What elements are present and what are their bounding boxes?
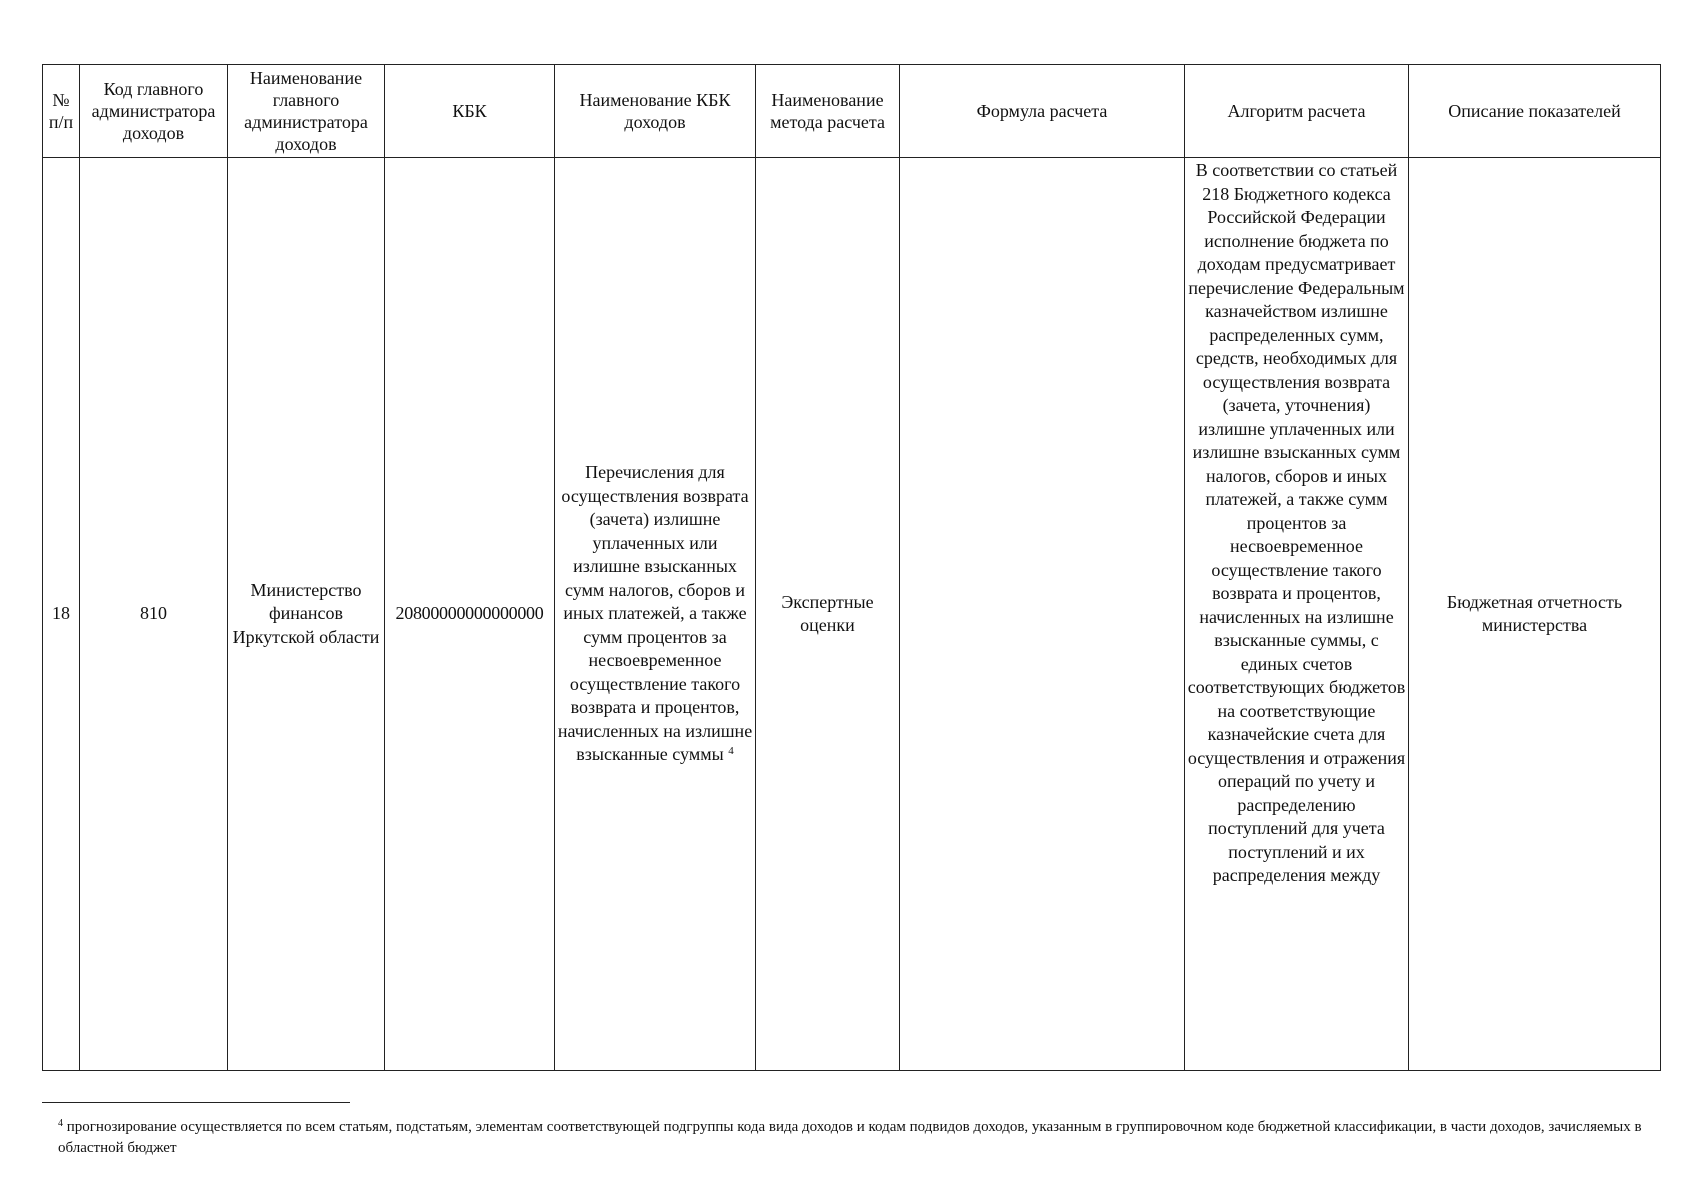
cell-num: 18 xyxy=(43,158,80,1071)
cell-algorithm xyxy=(1185,158,1409,1071)
footnote xyxy=(58,1117,1658,1159)
header-num: № п/п xyxy=(43,65,80,158)
table-header-row xyxy=(43,65,1661,158)
header-admin-code: Код главного администратора доходов xyxy=(80,65,228,158)
header-kbk-name: Наименование КБК доходов xyxy=(555,65,756,158)
cell-kbk-name xyxy=(555,158,756,1071)
footnote-text: прогнозирование осуществляется по всем статьям, подстатьям, элементам соответствующей подгруппы кода вида доходов и кодам подвидов доходов, указанным в группировочном коде бюджетной классификации, в части доходов, зачисляемых в областной бюджет xyxy=(58,1119,1642,1156)
header-admin-name: Наименование главного администратора доходов xyxy=(228,65,385,158)
algorithm-text: В соответствии со статьей 218 Бюджетного кодекса Российской Федерации исполнение бюджета по доходам предусматривает перечисление Федеральным казначейством излишне распределенных сумм, средств, необходимых для осуществления возврата (зачета, уточнения) излишне уплаченных или излишне взысканных сумм налогов, сборов и иных платежей, а также сумм процентов за несвоевременное осуществление такого возврата и процентов, начисленных на излишне взысканные суммы, с единых счетов соответствующих бюджетов на соответствующие казначейские счета для осуществления и отражения операций по учету и распределению поступлений для учета поступлений и их распределения между xyxy=(1187,160,1406,885)
cell-kbk: 20800000000000000 xyxy=(385,158,555,1071)
cell-admin-code: 810 xyxy=(80,158,228,1071)
footnote-separator xyxy=(42,1102,350,1103)
header-algorithm: Алгоритм расчета xyxy=(1185,65,1409,158)
cell-formula xyxy=(900,158,1185,1071)
forecast-methods-table xyxy=(42,64,1661,1071)
footnote-marker: 4 xyxy=(58,1118,63,1129)
kbk-name-text: Перечисления для осуществления возврата (зачета) излишне уплаченных или излишне взысканных сумм налогов, сборов и иных платежей, а также сумм процентов за несвоевременное осуществление такого возврата и процентов, начисленных на излишне взысканные суммы xyxy=(557,462,753,765)
cell-indicators: Бюджетная отчетность министерства xyxy=(1409,158,1661,1071)
footnote-ref: 4 xyxy=(728,745,734,758)
table-row xyxy=(43,158,1661,1071)
header-kbk: КБК xyxy=(385,65,555,158)
cell-method: Экспертные оценки xyxy=(756,158,900,1071)
cell-admin-name: Министерство финансов Иркутской области xyxy=(228,158,385,1071)
header-formula: Формула расчета xyxy=(900,65,1185,158)
header-method: Наименование метода расчета xyxy=(756,65,900,158)
header-indicators: Описание показателей xyxy=(1409,65,1661,158)
